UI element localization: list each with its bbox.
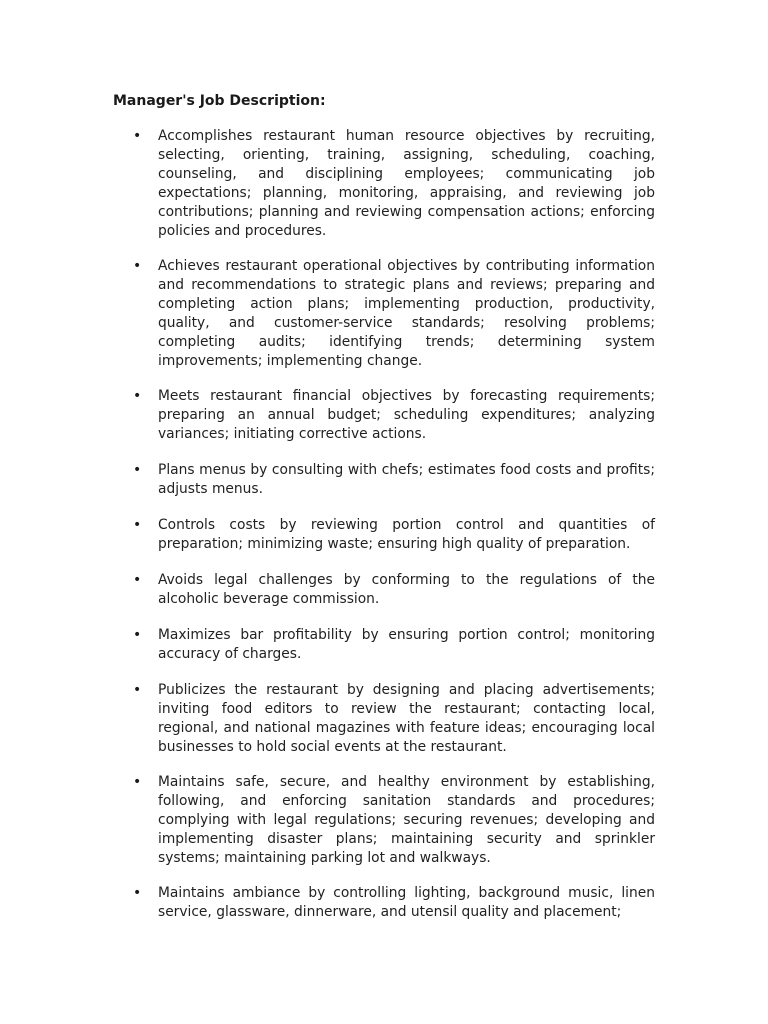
list-item-text: Maintains ambiance by controlling lighting, background music, linen service, glassware, dinnerware, and utensil quality and placement; xyxy=(158,885,655,920)
list-item-text: Avoids legal challenges by conforming to the regulations of the alcoholic beverage commission. xyxy=(158,572,655,607)
bullet-icon: • xyxy=(133,885,142,901)
bullet-icon: • xyxy=(133,258,142,274)
list-item-text: Controls costs by reviewing portion control and quantities of preparation; minimizing waste; ensuring high quality of preparation. xyxy=(158,517,655,552)
list-item-text: Meets restaurant financial objectives by forecasting requirements; preparing an annual budget; scheduling expenditures; analyzing variances; initiating corrective actions. xyxy=(158,388,655,442)
list-item-text: Publicizes the restaurant by designing and placing advertisements; inviting food editors to review the restaurant; contacting local, regional, and national magazines with feature ideas; encouraging local businesses to hold social events at the restaurant. xyxy=(158,682,655,755)
page-title: Manager's Job Description: xyxy=(113,93,326,109)
bullet-icon: • xyxy=(133,774,142,790)
bullet-icon: • xyxy=(133,388,142,404)
bullet-icon: • xyxy=(133,517,142,533)
bullet-icon: • xyxy=(133,682,142,698)
bullet-icon: • xyxy=(133,572,142,588)
bullet-icon: • xyxy=(133,128,142,144)
list-item-text: Maximizes bar profitability by ensuring portion control; monitoring accuracy of charges. xyxy=(158,627,655,662)
list-item-text: Plans menus by consulting with chefs; estimates food costs and profits; adjusts menus. xyxy=(158,462,655,497)
bullet-icon: • xyxy=(133,462,142,478)
list-item-text: Achieves restaurant operational objectives by contributing information and recommendations to strategic plans and reviews; preparing and completing action plans; implementing production, productivity, quality, and customer-service standards; resolving problems; completing audits; identifying trends; determining system improvements; implementing change. xyxy=(158,258,655,369)
list-item-text: Maintains safe, secure, and healthy environment by establishing, following, and enforcing sanitation standards and procedures; complying with legal regulations; securing revenues; developing and implementing disaster plans; maintaining security and sprinkler systems; maintaining parking lot and walkways. xyxy=(158,774,655,866)
list-item-text: Accomplishes restaurant human resource objectives by recruiting, selecting, orienting, training, assigning, scheduling, coaching, counseling, and disciplining employees; communicating job expectations; planning, monitoring, appraising, and reviewing job contributions; planning and reviewing compensation actions; enforcing policies and procedures. xyxy=(158,128,655,239)
bullet-icon: • xyxy=(133,627,142,643)
